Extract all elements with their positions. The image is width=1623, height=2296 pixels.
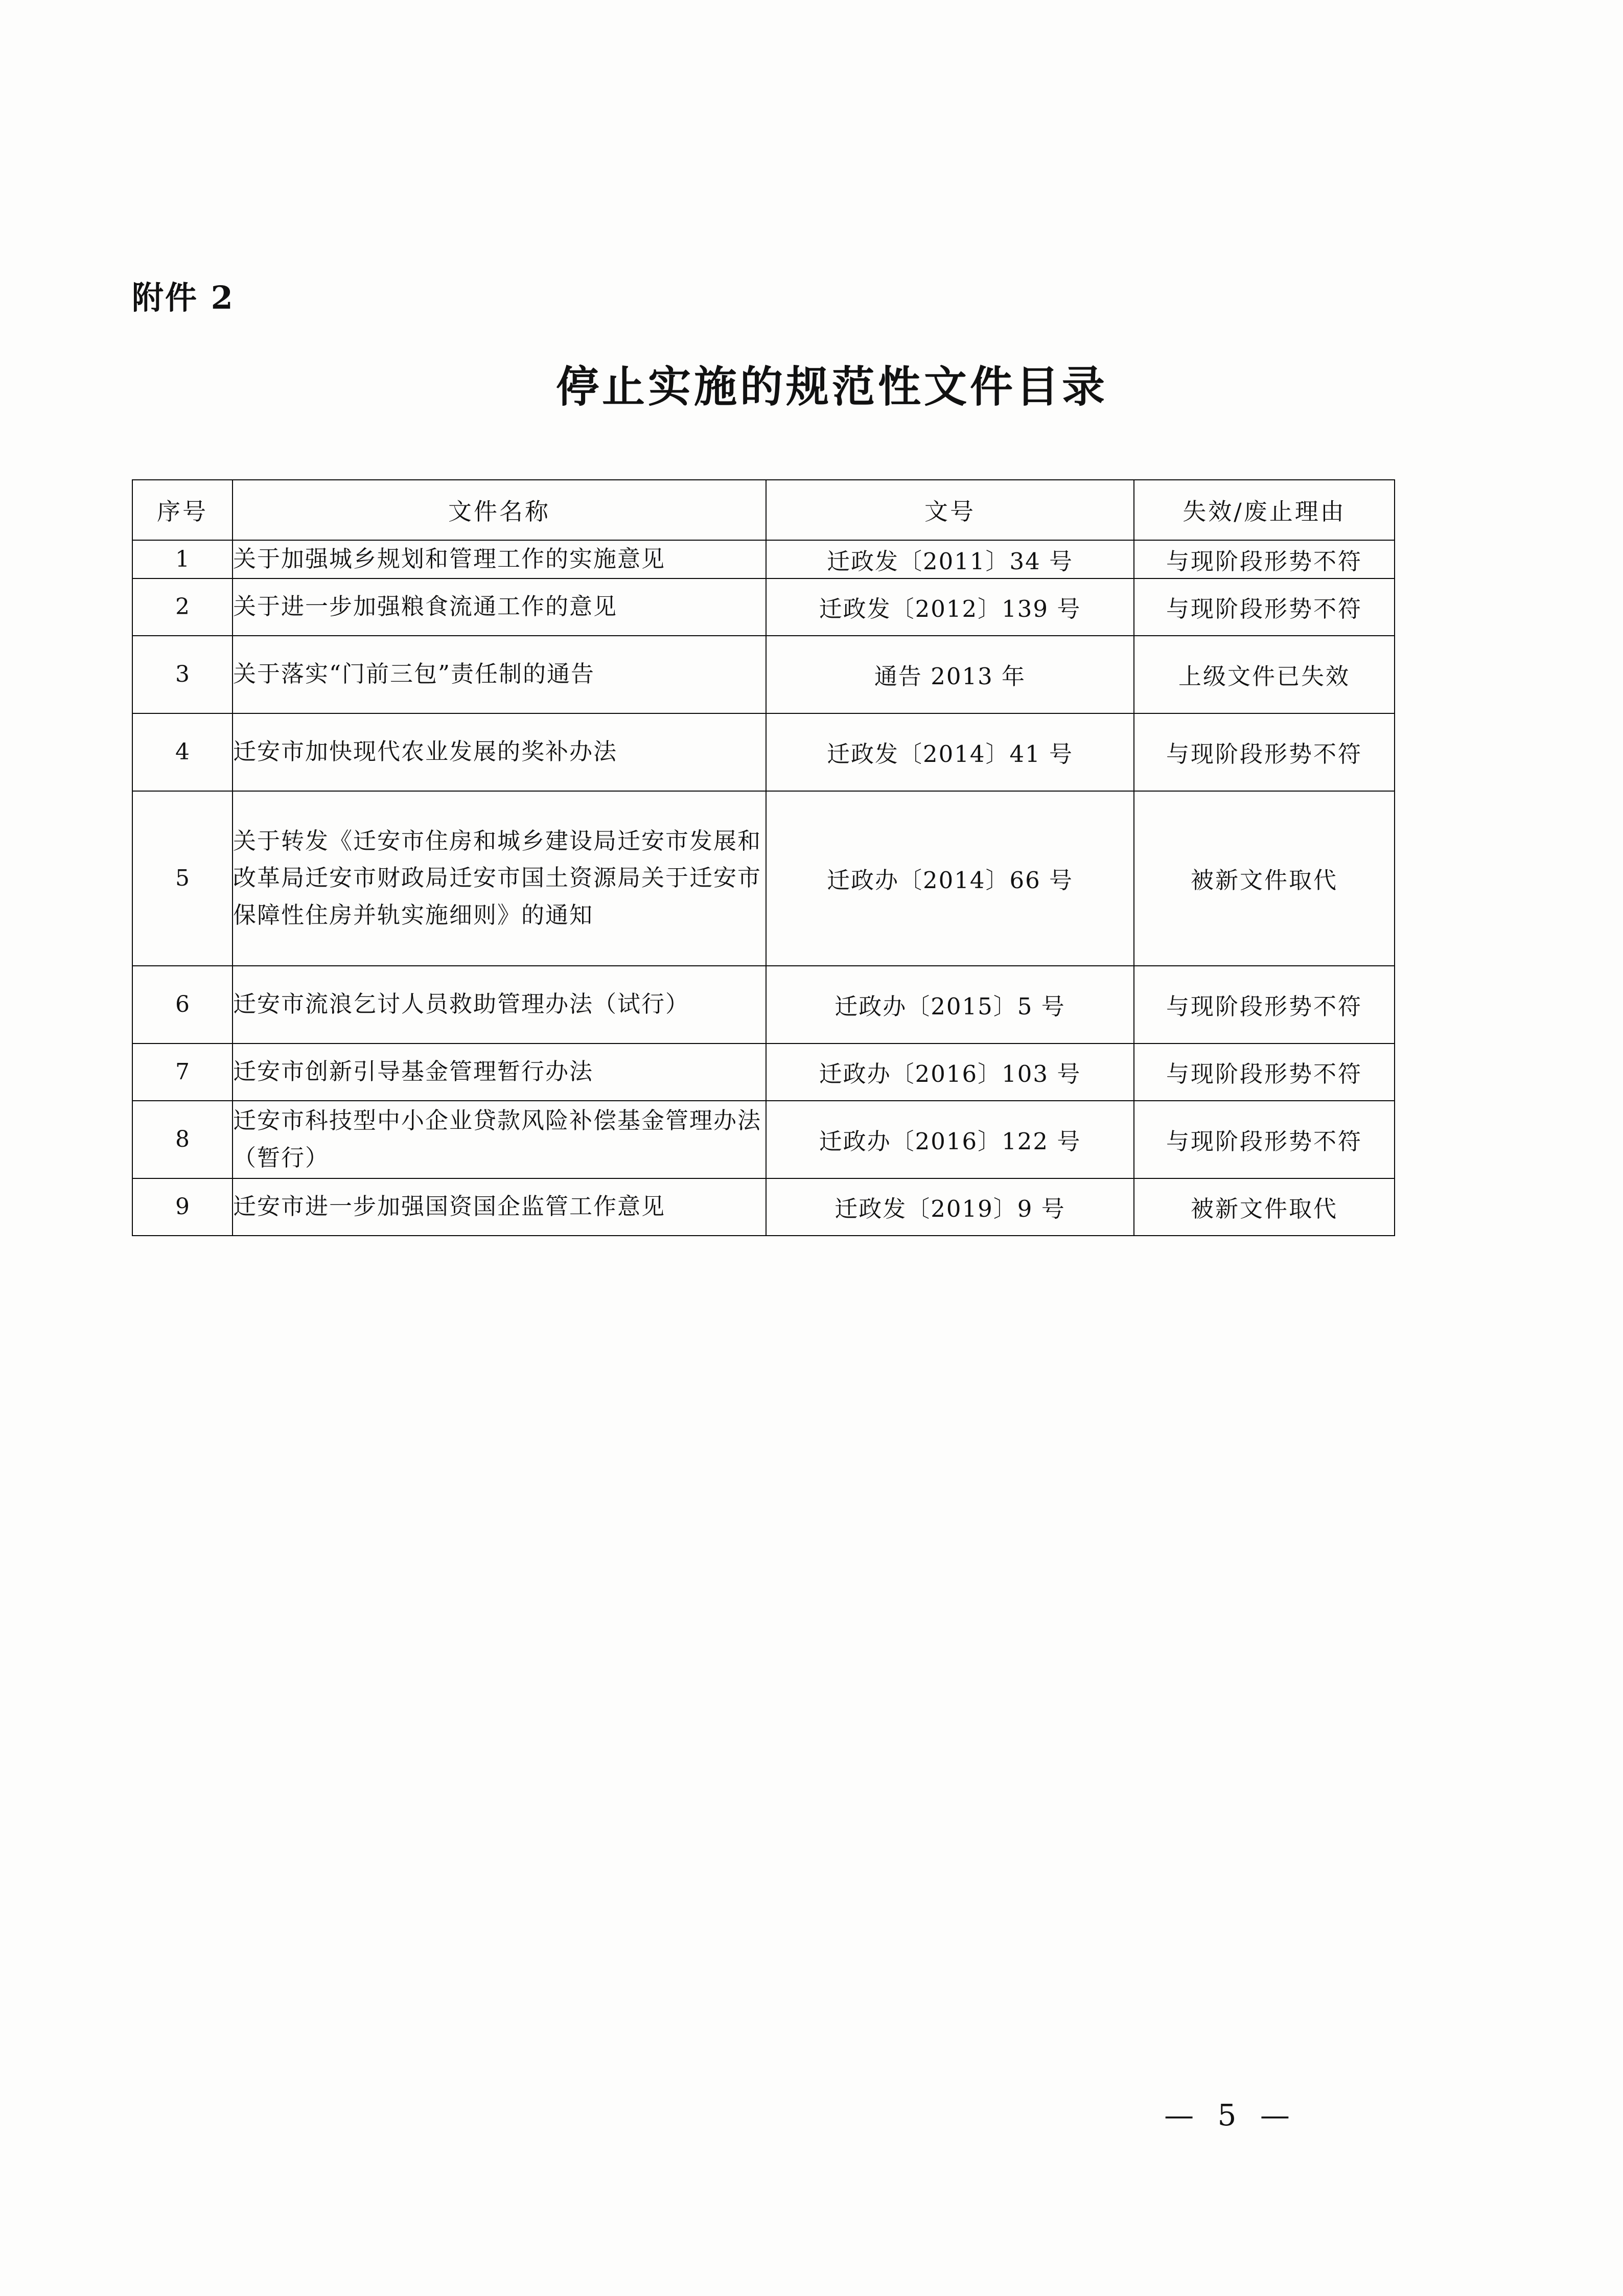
- cell-reason: 与现阶段形势不符: [1134, 540, 1395, 578]
- table-row: [132, 578, 1395, 636]
- cell-document-number: 迁政办〔2016〕122 号: [766, 1101, 1134, 1178]
- document-table-container: [132, 479, 1394, 1236]
- cell-seq: 5: [132, 791, 233, 966]
- column-header-seq: 序号: [132, 480, 233, 540]
- column-header-reason: 失效/废止理由: [1134, 480, 1395, 540]
- table-row: [132, 1101, 1395, 1178]
- cell-seq: 8: [132, 1101, 233, 1178]
- table-body: [132, 540, 1395, 1236]
- cell-document-name: 关于加强城乡规划和管理工作的实施意见: [233, 540, 766, 578]
- cell-document-number: 迁政办〔2016〕103 号: [766, 1043, 1134, 1101]
- table-row: [132, 791, 1395, 966]
- cell-reason: 与现阶段形势不符: [1134, 966, 1395, 1043]
- cell-seq: 1: [132, 540, 233, 578]
- cell-document-number: 迁政发〔2012〕139 号: [766, 578, 1134, 636]
- attachment-label: 附件 2: [132, 279, 235, 316]
- cell-document-number: 迁政办〔2014〕66 号: [766, 791, 1134, 966]
- cell-document-name: 迁安市进一步加强国资国企监管工作意见: [233, 1178, 766, 1236]
- table-row: [132, 1043, 1395, 1101]
- cell-seq: 7: [132, 1043, 233, 1101]
- page-title: 停止实施的规范性文件目录: [555, 361, 1108, 412]
- cell-document-name: 迁安市创新引导基金管理暂行办法: [233, 1043, 766, 1101]
- cell-document-name: 迁安市流浪乞讨人员救助管理办法（试行）: [233, 966, 766, 1043]
- cell-document-number: 迁政办〔2015〕5 号: [766, 966, 1134, 1043]
- cell-document-name: 迁安市科技型中小企业贷款风险补偿基金管理办法（暂行）: [233, 1101, 766, 1178]
- table-row: [132, 636, 1395, 713]
- table-row: [132, 540, 1395, 578]
- table-header-row: [132, 480, 1395, 540]
- table-row: [132, 1178, 1395, 1236]
- cell-reason: 与现阶段形势不符: [1134, 713, 1395, 791]
- cell-reason: 与现阶段形势不符: [1134, 1101, 1395, 1178]
- regulatory-documents-table: [132, 479, 1395, 1236]
- cell-document-number: 通告 2013 年: [766, 636, 1134, 713]
- cell-reason: 被新文件取代: [1134, 1178, 1395, 1236]
- cell-reason: 被新文件取代: [1134, 791, 1395, 966]
- table-row: [132, 966, 1395, 1043]
- cell-reason: 上级文件已失效: [1134, 636, 1395, 713]
- cell-seq: 3: [132, 636, 233, 713]
- column-header-name: 文件名称: [233, 480, 766, 540]
- cell-document-number: 迁政发〔2014〕41 号: [766, 713, 1134, 791]
- cell-document-name: 迁安市加快现代农业发展的奖补办法: [233, 713, 766, 791]
- cell-seq: 4: [132, 713, 233, 791]
- cell-seq: 2: [132, 578, 233, 636]
- cell-reason: 与现阶段形势不符: [1134, 578, 1395, 636]
- cell-document-number: 迁政发〔2011〕34 号: [766, 540, 1134, 578]
- cell-seq: 9: [132, 1178, 233, 1236]
- cell-document-name: 关于转发《迁安市住房和城乡建设局迁安市发展和改革局迁安市财政局迁安市国土资源局关于迁安市保障性住房并轨实施细则》的通知: [233, 791, 766, 966]
- column-header-number: 文号: [766, 480, 1134, 540]
- cell-seq: 6: [132, 966, 233, 1043]
- cell-document-number: 迁政发〔2019〕9 号: [766, 1178, 1134, 1236]
- page-number: — 5 —: [1164, 2098, 1297, 2132]
- table-row: [132, 713, 1395, 791]
- cell-document-name: 关于进一步加强粮食流通工作的意见: [233, 578, 766, 636]
- cell-reason: 与现阶段形势不符: [1134, 1043, 1395, 1101]
- cell-document-name: 关于落实“门前三包”责任制的通告: [233, 636, 766, 713]
